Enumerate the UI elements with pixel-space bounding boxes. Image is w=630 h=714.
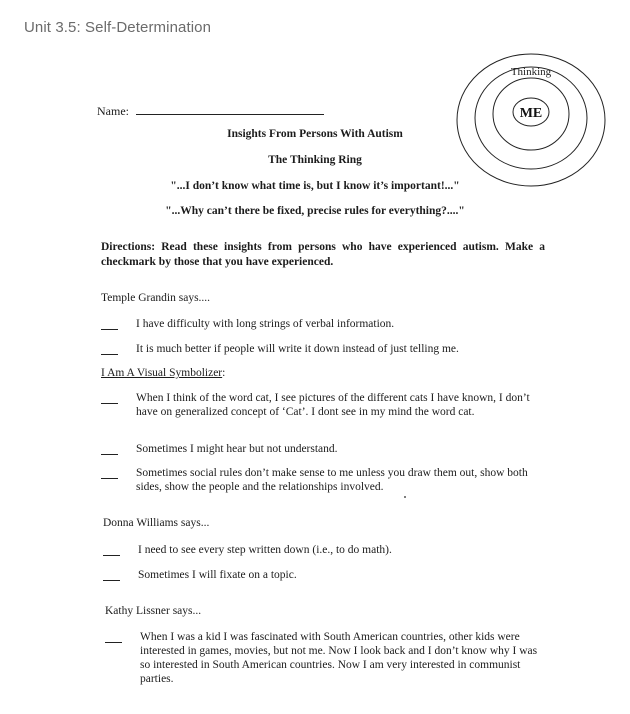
- name-blank-line[interactable]: [136, 104, 324, 115]
- checkmark-blank[interactable]: [101, 329, 118, 330]
- checkmark-blank[interactable]: [105, 642, 122, 643]
- quote-time: "...I don’t know what time is, but I know it’s important!...": [170, 180, 460, 192]
- checkmark-blank[interactable]: [101, 403, 118, 404]
- name-field: [97, 104, 324, 119]
- directions: Directions: Read these insights from persons who have experienced autism. Make a checkmark by those that you have experienced.: [101, 241, 545, 268]
- thinking-ring-diagram: [455, 52, 607, 188]
- speaker-donna-williams: Donna Williams says...: [103, 517, 210, 529]
- worksheet-subtitle: The Thinking Ring: [268, 154, 362, 166]
- stray-mark: [404, 496, 406, 498]
- item-text: When I was a kid I was fascinated with South American countries, other kids were interested in games, movies, but not me. Now I look back and I don’t know why I was so interested in South American countries. Now I am very interested in communist parties.: [140, 631, 538, 685]
- symbolizer-colon: :: [222, 367, 226, 379]
- checkmark-blank[interactable]: [101, 454, 118, 455]
- item-text: When I think of the word cat, I see pictures of the different cats I have known, I don’t have on generalized concept of ‘Cat’. I dont see in my mind the word cat.: [136, 392, 530, 418]
- item-text: It is much better if people will write it down instead of just telling me.: [136, 343, 459, 355]
- checkmark-blank[interactable]: [101, 478, 118, 479]
- item-text: I need to see every step written down (i.e., to do math).: [138, 544, 392, 556]
- checkmark-blank[interactable]: [103, 555, 120, 556]
- speaker-visual-symbolizer: [101, 367, 225, 379]
- speaker-temple-grandin: Temple Grandin says....: [101, 292, 211, 304]
- checkmark-blank[interactable]: [101, 354, 118, 355]
- ring-me-label: ME: [519, 106, 543, 121]
- checkmark-blank[interactable]: [103, 580, 120, 581]
- item-text: Sometimes social rules don’t make sense to me unless you draw them out, show both sides, show the people and the relationships involved.: [136, 467, 528, 493]
- ring-thinking-label: Thinking: [510, 66, 552, 78]
- item-text: Sometimes I might hear but not understand.: [136, 443, 338, 455]
- quote-rules: "...Why can’t there be fixed, precise rules for everything?....": [165, 205, 465, 217]
- item-text: I have difficulty with long strings of verbal information.: [136, 318, 395, 330]
- symbolizer-heading: I Am A Visual Symbolizer: [101, 367, 223, 379]
- name-label: Name:: [97, 104, 129, 118]
- worksheet-title: Insights From Persons With Autism: [227, 128, 403, 140]
- item-text: Sometimes I will fixate on a topic.: [138, 569, 297, 581]
- unit-title: Unit 3.5: Self-Determination: [24, 19, 212, 36]
- speaker-kathy-lissner: Kathy Lissner says...: [105, 605, 202, 617]
